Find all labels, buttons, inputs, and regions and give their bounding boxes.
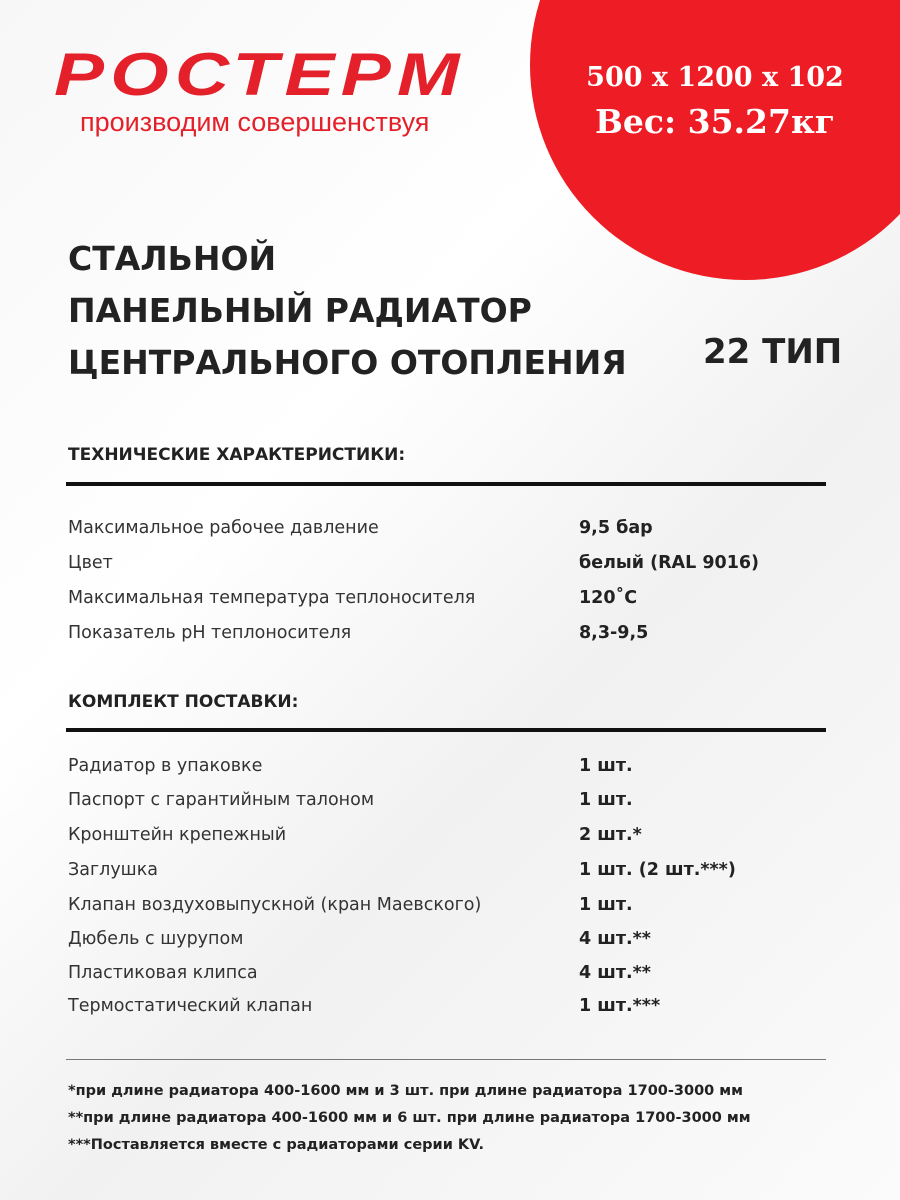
kit-value: 1 шт.*** (579, 996, 661, 1016)
footnote-2: **при длине радиатора 400-1600 мм и 6 шт. при длине радиатора 1700-3000 мм (68, 1110, 751, 1126)
title-line-3: ЦЕНТРАЛЬНОГО ОТОПЛЕНИЯ (68, 343, 627, 382)
kit-value: 4 шт.** (579, 929, 651, 949)
brand-logo (54, 41, 466, 138)
spec-value: 8,3-9,5 (579, 623, 649, 643)
footnote-1: *при длине радиатора 400-1600 мм и 3 шт. при длине радиатора 1700-3000 мм (68, 1083, 744, 1099)
specs-divider (66, 482, 826, 486)
brand-tagline: производим совершенствуя (80, 107, 430, 137)
kit-label: Паспорт с гарантийным талоном (68, 790, 375, 810)
kit-divider (66, 728, 826, 732)
brand-name: РОСТЕРМ (54, 41, 466, 108)
kit-label: Кронштейн крепежный (68, 825, 287, 845)
kit-heading: КОМПЛЕКТ ПОСТАВКИ: (68, 692, 299, 712)
radiator-type: 22 ТИП (703, 332, 843, 372)
footnotes (68, 1078, 751, 1159)
spec-value: 120˚С (579, 588, 638, 608)
badge-text (570, 58, 860, 146)
footnotes-divider (66, 1059, 826, 1060)
badge-weight: Вес: 35.27кг (594, 102, 836, 141)
kit-value: 2 шт.* (579, 825, 642, 845)
kit-value: 1 шт. (579, 895, 633, 915)
spec-value: 9,5 бар (579, 518, 653, 538)
specs-heading: ТЕХНИЧЕСКИЕ ХАРАКТЕРИСТИКИ: (68, 445, 406, 465)
title-line-1: СТАЛЬНОЙ (68, 239, 277, 278)
kit-label: Радиатор в упаковке (68, 756, 263, 776)
kit-label: Термостатический клапан (68, 996, 313, 1016)
product-title (68, 233, 627, 389)
kit-label: Клапан воздуховыпускной (кран Маевского) (68, 895, 482, 915)
kit-label: Заглушка (68, 860, 158, 880)
footnote-3: ***Поставляется вместе с радиаторами серии KV. (68, 1137, 484, 1153)
spec-label: Максимальная температура теплоносителя (68, 588, 476, 608)
spec-label: Цвет (68, 553, 113, 573)
spec-value: белый (RAL 9016) (579, 553, 760, 573)
spec-label: Максимальное рабочее давление (68, 518, 379, 538)
kit-value: 1 шт. (2 шт.***) (579, 860, 736, 880)
spec-label: Показатель pH теплоносителя (68, 623, 352, 643)
kit-value: 4 шт.** (579, 963, 651, 983)
kit-value: 1 шт. (579, 756, 633, 776)
title-line-2: ПАНЕЛЬНЫЙ РАДИАТОР (68, 291, 532, 330)
kit-label: Дюбель с шурупом (68, 929, 244, 949)
badge-dimensions: 500 x 1200 x 102 (586, 62, 844, 93)
kit-label: Пластиковая клипса (68, 963, 258, 983)
kit-value: 1 шт. (579, 790, 633, 810)
